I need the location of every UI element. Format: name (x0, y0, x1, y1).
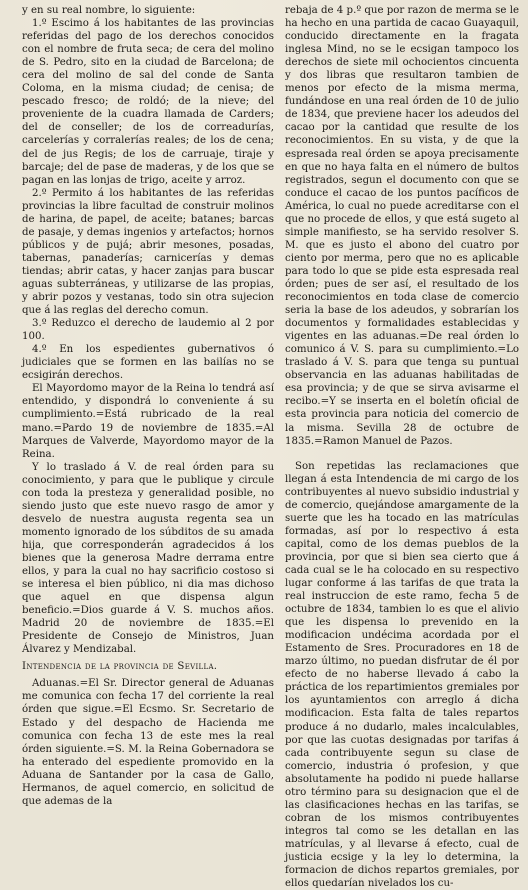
right-column (285, 4, 519, 890)
paragraph-gap (285, 448, 519, 460)
section-heading: Intendencia de la provincia de Sevilla. (22, 661, 218, 673)
article-4: 4.º En los espedientes gubernativos ó judiciales que se formen en las bailías no se ecsigirán derechos. (22, 344, 274, 382)
article-2: 2.º Permito á los habitantes de las referidas provincias la libre facultad de construir molinos de harina, de papel, de aceite; batanes; barcas de pasaje, y demas ingenios y artefactos; hornos públicos y de pujá; abrir mesones, posadas, tabernas, panaderías; carnicerías y demas tiendas; abrir catas, y hacer zanjas para buscar aguas subterráneas, y utilizarse de las propias, y abrir pozos y vestanas, todo sin otra sujecion que á las reglas del derecho comun. (22, 187, 274, 317)
left-column (22, 4, 274, 807)
article-1: 1.º Escimo á los habitantes de las provincias referidas del pago de los derechos conocidos con el nombre de fruta seca; de cera del molino de S. Pedro, sito en la ciudad de Barcelona; de cera del molino de sal del conde de Santa Coloma, en la misma ciudad; de cenisa; de pescado fresco; de roldó; de la nieve; del proveniente de la cuadra llamada de Carders; del de conseller; de los de correadurías, carcelerías y corralerías reales; de los de cena; del de jus Regis; de los de carruaje, tiraje y barcaje; del de pase de maderas, y de los que se pagan en las lonjas de trigo, aceite y arroz. (22, 18, 274, 186)
cacao-continuation: rebaja de 4 p.º que por razon de merma se le ha hecho en una partida de cacao Guayaquil, conducido directamente en la fragata inglesa Mind, no se le ecsigan tampoco los derechos de siete mil ochocientos cincuenta y dos libras que resultaron tambien de menos por efecto de la misma merma, fundándose en una real órden de 10 de julio de 1834, que previene hacer los adeudos del cacao por la cantidad que resulte de los reconocimientos. En su vista, y de que la espresada real órden se apoya precisamente en que no haya falta en el número de bultos registrados, segun el documento con que se conduce el cacao de los puntos pacíficos de América, lo cual no puede acreditarse con el que no procede de ellos, y que está sugeto al simple manifiesto, se ha servido resolver S. M. que es justo el abono del cuatro por ciento por merma, pero que no es aplicable para todo lo que se pide esta espresada real órden; pues de ser así, el resultado de los reconocimientos en toda clase de comercio seria la base de los adeudos, y sobrarían los documentos y formalidades establecidas y vigentes en las aduanas.=De real órden lo comunico á V. S. para su cumplimiento.=Lo traslado á V. S. para que tenga su puntual observancia en las aduanas habilitadas de esa provincia; y de que se sirva avisarme el recibo.=Y se inserta en el boletín oficial de esta provincia para noticia del comercio de la misma. Sevilla 28 de octubre de 1835.=Ramon Manuel de Pazos. (285, 5, 519, 447)
decree-body: El Mayordomo mayor de la Reina lo tendrá así entendido, y dispondrá lo conveniente á su cumplimiento.=Está rubricado de la real mano.=Pardo 19 de noviembre de 1835.=Al Marques de Valverde, Mayordomo mayor de la Reina. (22, 383, 274, 460)
article-3: 3.º Reduzco el derecho de laudemio al 2 por 100. (22, 318, 274, 343)
subsidy-paragraph: Son repetidas las reclamaciones que llegan á esta Intendencia de mi cargo de los contribuyentes al nuevo subsidio industrial y de comercio, quejándose amargamente de la suerte que les ha tocado en las matrículas formadas, así por lo respectivo á esta capital, como de los demas pueblos de la provincia, por que si bien sea cierto que á cada cual se le ha colocado en su respectivo lugar conforme á las tarifas de que trata la real instruccion de este ramo, fecha 5 de octubre de 1834, tambien lo es que el alivio que les dispensa lo prevenido en la modificacion undécima acordada por el Estamento de Sres. Procuradores en 18 de marzo último, no puedan disfrutar de él por efecto de no haberse llevado á cabo la práctica de los repartimientos gremiales por los ayuntamientos con arreglo á dicha modificacion. Esta falta de tales repartos produce á no dudarlo, males incalculables, por que las cuotas designadas por tarifas á cada contribuyente segun su clase de comercio, industria ó profesion, y que absolutamente ha podido ni puede hallarse otro término para su designacion que el de las clasificaciones hechas en las tarifas, se cobran de los mismos contribuyentes integros tal como se les detallan en las matrículas, y al llevarse á efecto, cual de justicia ecsige y la ley lo determina, la formacion de dichos repartos gremiales, por ellos quedarían nivelados los cu- (285, 460, 519, 890)
aduanas-opening: Aduanas.=El Sr. Director general de Aduanas me comunica con fecha 17 del corriente la real órden que sigue.=El Ecsmo. Sr. Secretario de Estado y del despacho de Hacienda me comunica con fecha 13 de este mes la real órden siguiente.=S. M. la Reina Gobernadora se ha enterado del espediente promovido en la Aduana de Santander por la casa de Gallo, Hermanos, de aquel comercio, en solicitud de que ademas de la (22, 678, 274, 807)
decree-transfer: Y lo traslado á V. de real órden para su conocimiento, y para que le publique y circule con toda la presteza y generalidad posible, no siendo justo que este nuevo rasgo de amor y desvelo de nuestra augusta regenta sea un momento ignorado de los súbditos de su amada hija, que corresponderán agradecidos á los bienes que la generosa Madre derrama entre ellos, y para la cual no hay sacrificio costoso si se interesa el bien público, ni dia mas dichoso que aquel en que dispensa algun beneficio.=Dios guarde á V. S. muchos años. Madrid 20 de noviembre de 1835.=El Presidente de Consejo de Ministros, Juan Álvarez y Mendizabal. (22, 461, 274, 656)
intro-line: y en su real nombre, lo siguiente: (22, 5, 196, 16)
